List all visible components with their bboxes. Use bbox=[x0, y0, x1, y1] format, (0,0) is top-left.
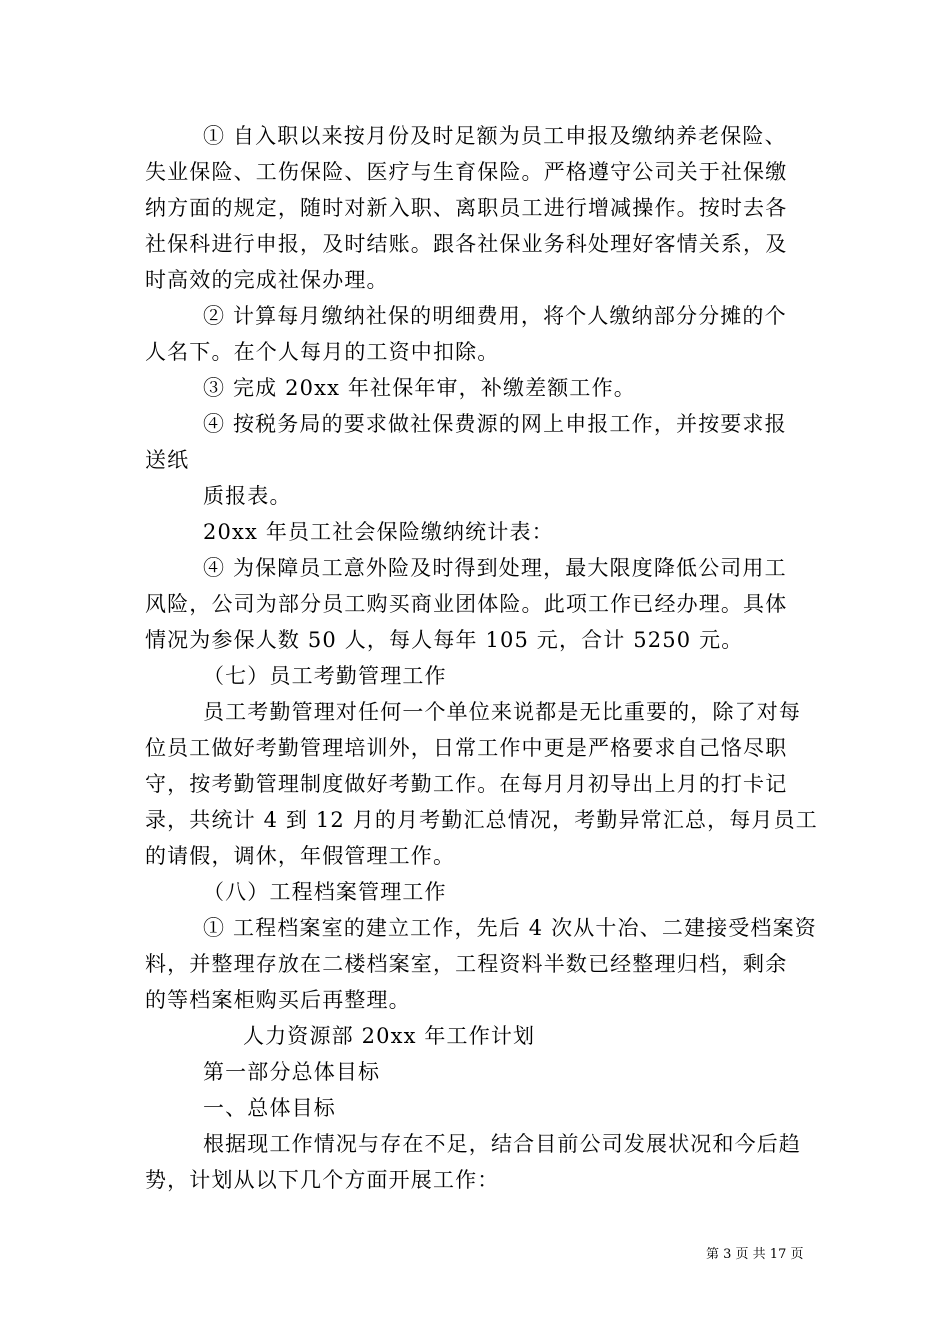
text-line: ② 计算每月缴纳社保的明细费用，将个人缴纳部分分摊的个 bbox=[203, 304, 787, 328]
text-line: 社保科进行申报，及时结账。跟各社保业务科处理好客情关系，及 bbox=[145, 232, 788, 256]
text-line: 录，共统计 4 到 12 月的月考勤汇总情况，考勤异常汇总，每月员工 bbox=[145, 808, 818, 832]
paragraph-overall-goal bbox=[145, 1126, 807, 1198]
text-line: 失业保险、工伤保险、医疗与生育保险。严格遵守公司关于社保缴 bbox=[145, 160, 788, 184]
section-heading: （七）员工考勤管理工作 bbox=[203, 664, 447, 688]
paragraph-paper-report bbox=[145, 478, 807, 514]
text-line: 送纸 bbox=[145, 448, 190, 472]
text-line: 员工考勤管理对任何一个单位来说都是无比重要的，除了对每 bbox=[203, 700, 802, 724]
part-heading bbox=[145, 1054, 807, 1090]
document-body bbox=[145, 118, 818, 1198]
text-line: ① 自入职以来按月份及时足额为员工申报及缴纳养老保险、 bbox=[203, 124, 787, 148]
subsection-heading bbox=[145, 1090, 807, 1126]
section-heading-archives bbox=[145, 874, 807, 910]
text-line: ④ 为保障员工意外险及时得到处理，最大限度降低公司用工 bbox=[203, 556, 787, 580]
text-line: ④ 按税务局的要求做社保费源的网上申报工作，并按要求报 bbox=[203, 412, 787, 436]
text-line: 人名下。在个人每月的工资中扣除。 bbox=[145, 340, 500, 364]
text-line: 位员工做好考勤管理培训外，日常工作中更是严格要求自己恪尽职 bbox=[145, 736, 788, 760]
text-line: 守，按考勤管理制度做好考勤工作。在每月月初导出上月的打卡记 bbox=[145, 772, 788, 796]
text-line: 势，计划从以下几个方面开展工作： bbox=[145, 1168, 500, 1192]
section-heading: 一、总体目标 bbox=[203, 1096, 336, 1120]
section-heading: （八）工程档案管理工作 bbox=[203, 880, 447, 904]
paragraph-group-insurance bbox=[145, 550, 807, 658]
text-line: 风险，公司为部分员工购买商业团体险。此项工作已经办理。具体 bbox=[145, 592, 788, 616]
text-line: 料，并整理存放在二楼档案室，工程资料半数已经整理归档，剩余 bbox=[145, 952, 788, 976]
paragraph-statistics-table-caption bbox=[145, 514, 807, 550]
paragraph-fee-calculation bbox=[145, 298, 807, 370]
paragraph-attendance-management bbox=[145, 694, 818, 874]
page-number: 第 3 页 共 17 页 bbox=[706, 1247, 804, 1262]
paragraph-online-declaration bbox=[145, 406, 807, 478]
text-line: 质报表。 bbox=[203, 484, 292, 508]
text-line: 根据现工作情况与存在不足，结合目前公司发展状况和今后趋 bbox=[203, 1132, 802, 1156]
section-heading-attendance bbox=[145, 658, 807, 694]
text-line: 情况为参保人数 50 人，每人每年 105 元，合计 5250 元。 bbox=[145, 628, 744, 652]
text-line: 的等档案柜购买后再整理。 bbox=[145, 988, 411, 1012]
paragraph-archive-room bbox=[145, 910, 817, 1018]
plan-title bbox=[145, 1018, 807, 1054]
text-line: ① 工程档案室的建立工作，先后 4 次从十冶、二建接受档案资 bbox=[203, 916, 817, 940]
text-line: ③ 完成 20xx 年社保年审，补缴差额工作。 bbox=[203, 376, 636, 400]
text-line: 20xx 年员工社会保险缴纳统计表： bbox=[203, 520, 554, 544]
text-line: 时高效的完成社保办理。 bbox=[145, 268, 389, 292]
text-line: 纳方面的规定，随时对新入职、离职员工进行增减操作。按时去各 bbox=[145, 196, 788, 220]
section-heading: 第一部分总体目标 bbox=[203, 1060, 381, 1084]
paragraph-social-insurance-declaration bbox=[145, 118, 807, 298]
paragraph-annual-review bbox=[145, 370, 807, 406]
text-line: 的请假，调休，年假管理工作。 bbox=[145, 844, 456, 868]
document-title: 人力资源部 20xx 年工作计划 bbox=[243, 1024, 536, 1048]
